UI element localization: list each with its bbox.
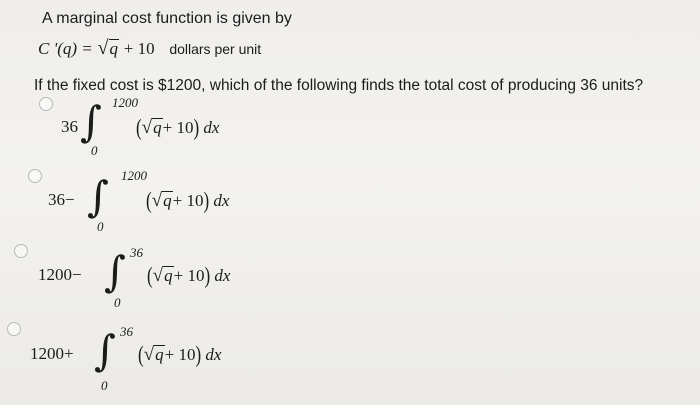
option-4-lower-limit: 0 (101, 378, 108, 393)
cost-function-lhs: C '(q) = (38, 39, 93, 58)
integral-sign-icon: ∫ (104, 247, 126, 296)
option-1-coefficient: 36 (61, 117, 78, 136)
question-text: If the fixed cost is $1200, which of the following finds the total cost of producing 36 units? (34, 77, 644, 94)
option-3-differential: dx (214, 266, 231, 285)
option-1-lower-limit: 0 (91, 143, 98, 158)
integral-sign-icon: ∫ (87, 172, 109, 221)
radio-unselected-icon[interactable] (7, 322, 21, 336)
option-3-coefficient: 1200− (38, 265, 82, 284)
square-root-icon: √q (152, 265, 173, 286)
option-1-integrand: (√q+ 10) dx (136, 114, 220, 141)
answer-option-3[interactable] (0, 243, 300, 315)
integral-sign-icon: ∫ (80, 97, 102, 146)
option-4-upper-limit: 36 (120, 324, 133, 339)
option-4-coefficient: 1200+ (30, 344, 74, 363)
square-root-icon: √q (143, 344, 164, 365)
radio-unselected-icon[interactable] (14, 244, 28, 258)
option-3-upper-limit: 36 (130, 245, 143, 260)
cost-function-radicand: q (109, 39, 118, 58)
cost-function-units: dollars per unit (169, 41, 262, 57)
option-4-integrand: (√q+ 10) dx (138, 341, 222, 368)
option-1-upper-limit: 1200 (112, 95, 138, 110)
square-root-icon: √q (151, 190, 172, 211)
answer-option-2[interactable] (0, 168, 300, 238)
cost-function-plus-term: + 10 (123, 39, 155, 58)
option-2-differential: dx (213, 191, 230, 210)
radio-unselected-icon[interactable] (28, 169, 42, 183)
square-root-icon: √q (97, 37, 118, 59)
square-root-icon: √q (141, 117, 162, 138)
problem-intro: A marginal cost function is given by (42, 10, 292, 27)
radio-unselected-icon[interactable] (39, 97, 53, 111)
integral-sign-icon: ∫ (94, 326, 116, 375)
option-2-coefficient: 36− (48, 190, 75, 209)
option-2-lower-limit: 0 (97, 219, 104, 234)
option-3-lower-limit: 0 (114, 295, 121, 310)
cost-function-line (38, 37, 261, 60)
option-3-integrand: (√q+ 10) dx (147, 262, 231, 289)
option-4-differential: dx (205, 345, 222, 364)
option-1-differential: dx (203, 118, 220, 137)
option-2-integrand: (√q+ 10) dx (146, 187, 230, 214)
answer-option-1[interactable] (0, 95, 300, 165)
option-2-upper-limit: 1200 (121, 168, 147, 183)
answer-option-4[interactable] (0, 320, 300, 400)
